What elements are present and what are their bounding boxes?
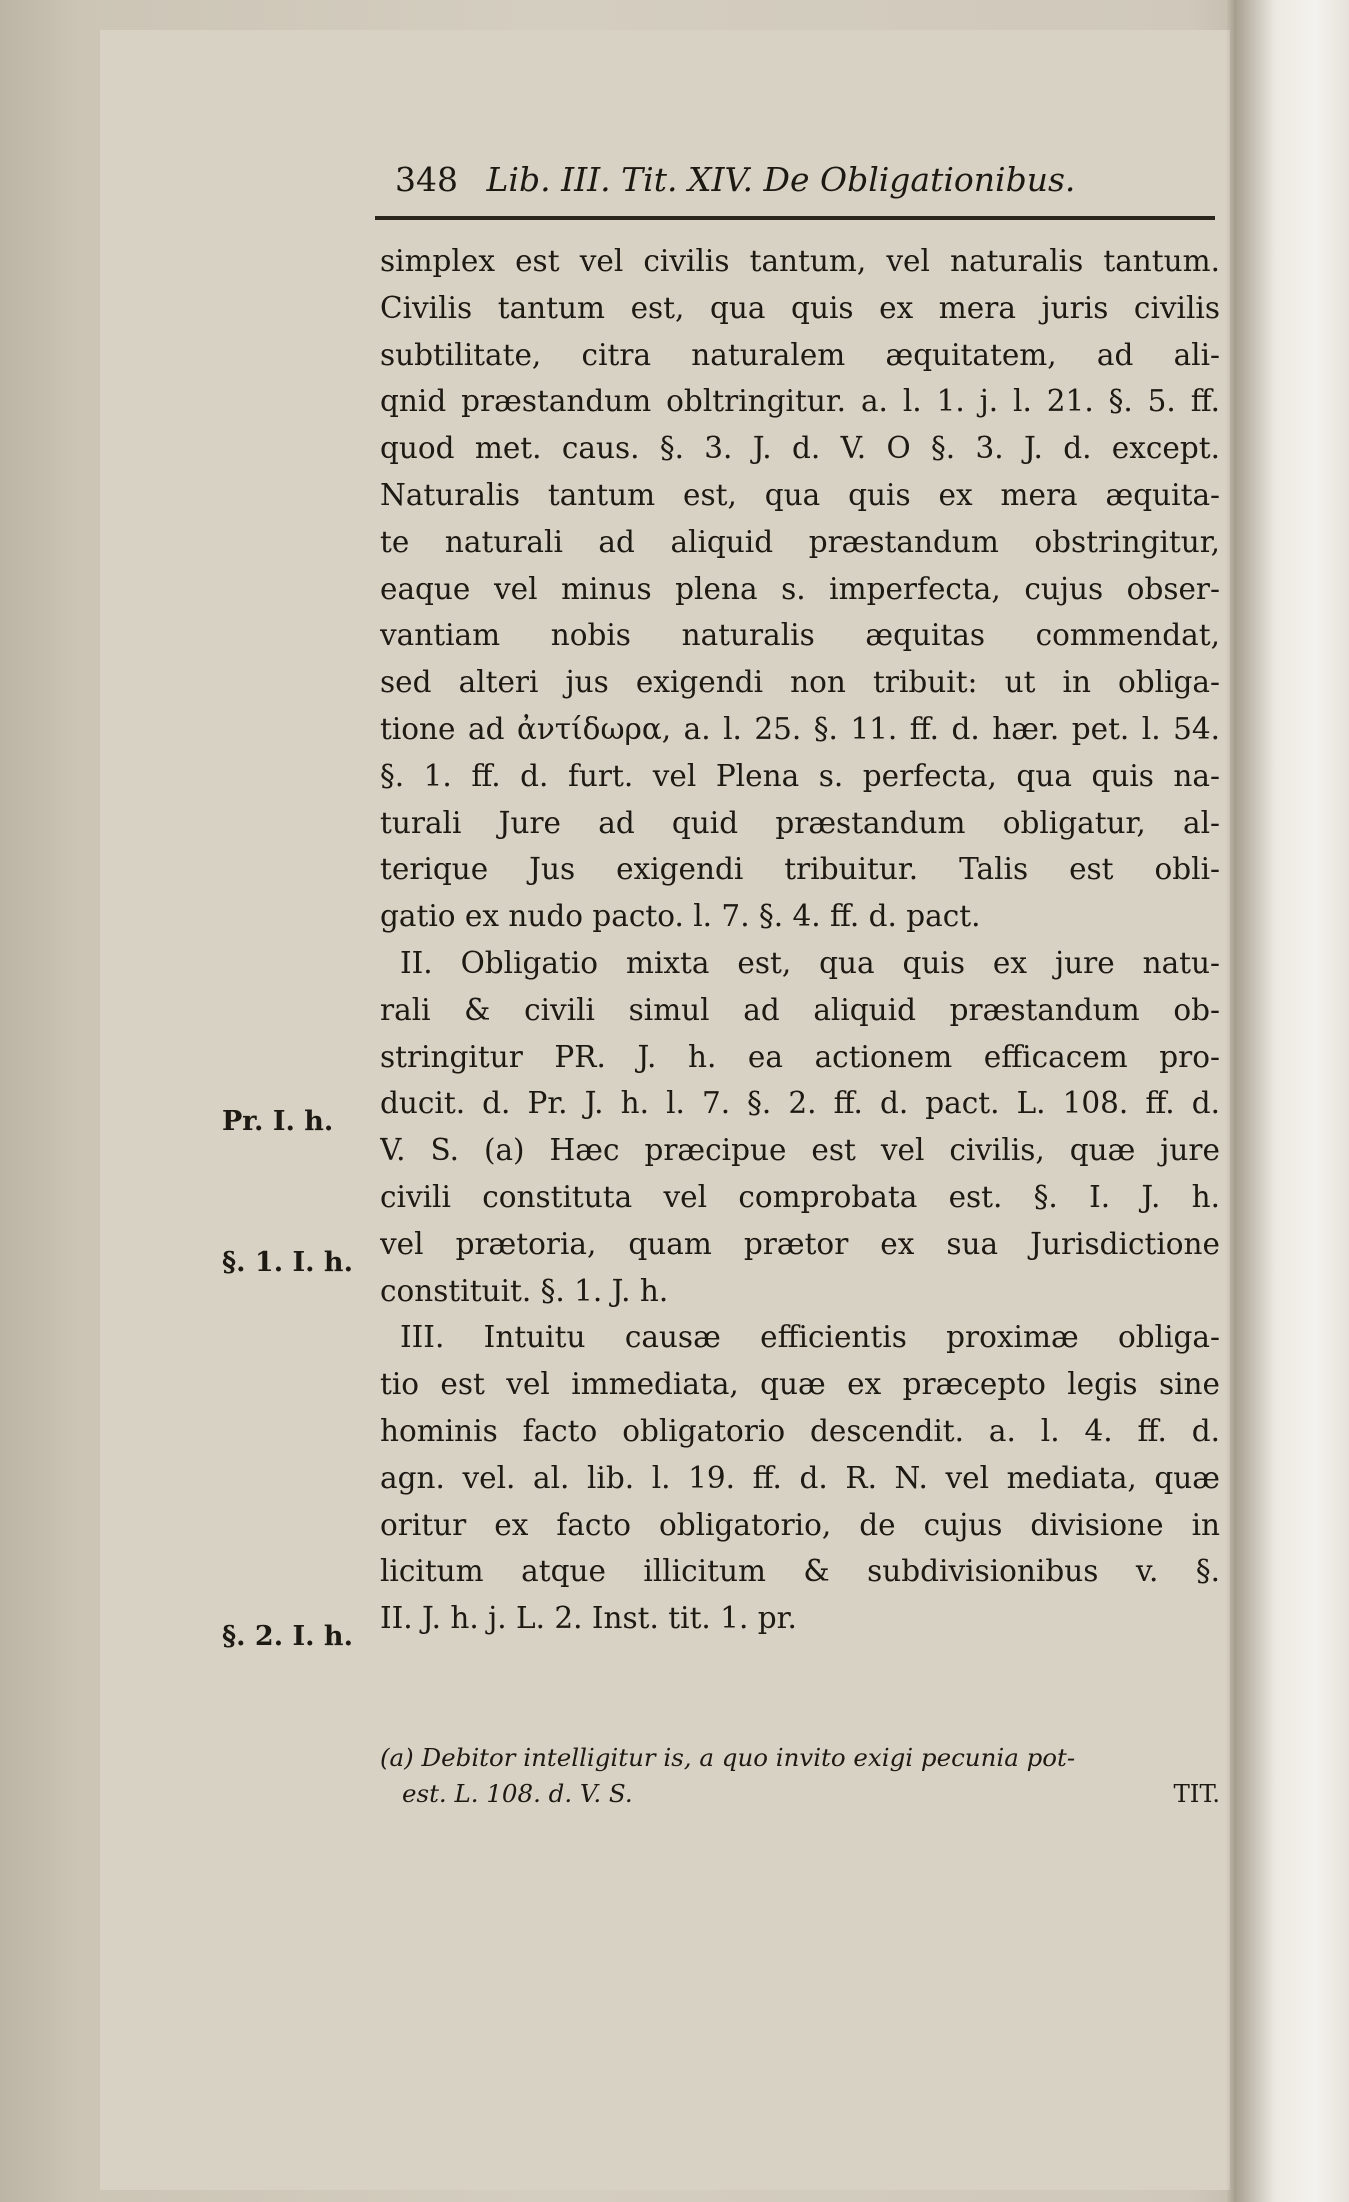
catchword: TIT.	[1173, 1779, 1220, 1808]
text-line: licitum atque illicitum & subdivisionibus v. §.	[380, 1554, 1220, 1589]
text-line: stringitur PR. J. h. ea actionem efficacem pro-	[380, 1039, 1220, 1074]
text-line: turali Jure ad quid præstandum obligatur, al-	[380, 805, 1220, 840]
text-line: agn. vel. al. lib. l. 19. ff. d. R. N. vel mediata, quæ	[380, 1460, 1220, 1495]
text-line: constituit. §. 1. J. h.	[380, 1273, 669, 1308]
text-line: V. S. (a) Hæc præcipue est vel civilis, quæ jure	[380, 1133, 1220, 1168]
footnote-line	[380, 1776, 1220, 1812]
text-line: quod met. caus. §. 3. J. d. V. O §. 3. J. d. except.	[380, 431, 1220, 466]
text-line: tio est vel immediata, quæ ex præcepto legis sine	[380, 1367, 1220, 1402]
text-line: civili constituta vel comprobata est. §. I. J. h.	[380, 1179, 1220, 1214]
text-line: gatio ex nudo pacto. l. 7. §. 4. ff. d. pact.	[380, 899, 981, 934]
text-line: terique Jus exigendi tribuitur. Talis est obli-	[380, 852, 1220, 887]
text-line: subtilitate, citra naturalem æquitatem, ad ali-	[380, 337, 1220, 372]
text-line: Naturalis tantum est, qua quis ex mera æquita-	[380, 477, 1220, 512]
text-line: eaque vel minus plena s. imperfecta, cujus obser-	[380, 571, 1220, 606]
page-number: 348	[395, 160, 458, 199]
text-line: rali & civili simul ad aliquid præstandum ob-	[380, 992, 1220, 1027]
binding-gutter	[1236, 0, 1349, 2202]
body-text	[380, 238, 1220, 1642]
text-line: oritur ex facto obligatorio, de cujus divisione in	[380, 1507, 1220, 1542]
text-line: simplex est vel civilis tantum, vel naturalis tantum.	[380, 244, 1220, 278]
footnote-line: (a) Debitor intelligitur is, a quo invito exigi pecunia pot-	[380, 1743, 1076, 1772]
margin-note: §. 1. I. h.	[222, 1247, 353, 1278]
margin-note: §. 2. I. h.	[222, 1621, 353, 1652]
running-header	[395, 160, 1230, 212]
text-line: Civilis tantum est, qua quis ex mera juris civilis	[380, 290, 1220, 325]
text-line: ducit. d. Pr. J. h. l. 7. §. 2. ff. d. pact. L. 108. ff. d.	[380, 1086, 1220, 1121]
text-line: tione ad ἀντίδωρα, a. l. 25. §. 11. ff. d. hær. pet. l. 54.	[380, 711, 1220, 746]
header-rule	[375, 216, 1215, 220]
footnote	[380, 1740, 1220, 1812]
text-line: hominis facto obligatorio descendit. a. l. 4. ff. d.	[380, 1413, 1220, 1448]
margin-note: Pr. I. h.	[222, 1106, 334, 1137]
text-line: te naturali ad aliquid præstandum obstringitur,	[380, 524, 1220, 559]
text-line: sed alteri jus exigendi non tribuit: ut in obliga-	[380, 665, 1220, 700]
running-title: Lib. III. Tit. XIV. De Obligationibus.	[486, 160, 1076, 199]
text-line: qnid præstandum obltringitur. a. l. 1. j. l. 21. §. 5. ff.	[380, 384, 1220, 419]
text-line: II. J. h. j. L. 2. Inst. tit. 1. pr.	[380, 1601, 797, 1636]
text-line: vantiam nobis naturalis æquitas commendat,	[380, 618, 1220, 653]
text-line: II. Obligatio mixta est, qua quis ex jure natu-	[400, 945, 1220, 980]
footnote-line-text: est. L. 108. d. V. S.	[402, 1779, 633, 1808]
text-line: III. Intuitu causæ efficientis proximæ obliga-	[400, 1320, 1220, 1355]
text-line: §. 1. ff. d. furt. vel Plena s. perfecta, qua quis na-	[380, 758, 1220, 793]
text-line: vel prætoria, quam prætor ex sua Jurisdictione	[380, 1226, 1220, 1261]
